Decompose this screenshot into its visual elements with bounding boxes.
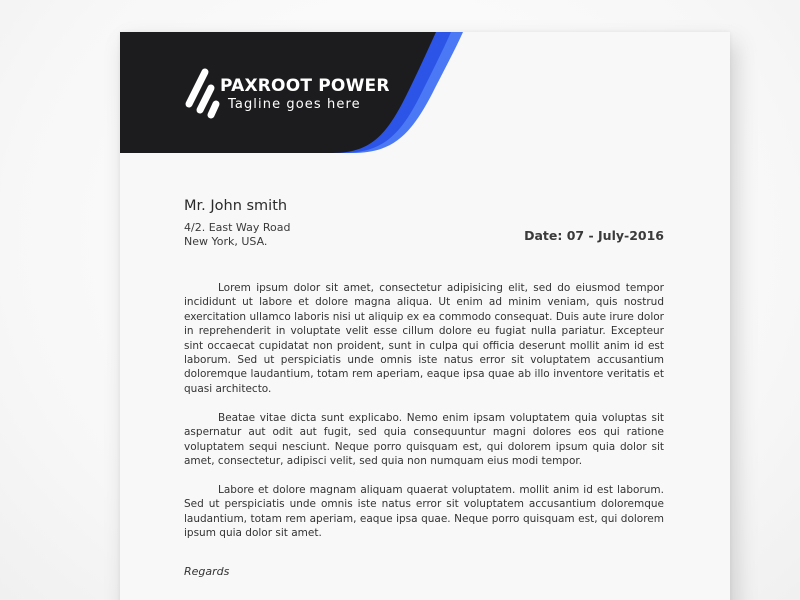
brand-tagline: Tagline goes here <box>228 97 361 112</box>
body-paragraph-1: Lorem ipsum dolor sit amet, consectetur adipisicing elit, sed do eiusmod tempor incididunt ut labore et dolore magna aliqua. Ut enim ad minim veniam, quis nostrud exercitation ullamco laboris nisi ut aliquip ex ea commodo consequat. Duis aute irure dolor in reprehenderit in voluptate velit esse cillum dolore eu fugiat nulla pariatur. Excepteur sint occaecat cupidatat non proident, sunt in culpa qui officia deserunt mollit anim id est laborum. Sed ut perspiciatis unde omnis iste natus error sit voluptatem accusantium doloremque laudantium, totam rem aperiam, eaque ipsa quae ab illo inventore veritatis et quasi architecto. <box>184 282 664 395</box>
recipient-name: Mr. John smith <box>184 198 288 214</box>
recipient-address-line2: New York, USA. <box>184 235 268 248</box>
body-paragraph-3: Labore et dolore magnam aliquam quaerat voluptatem. mollit anim id est laborum. Sed ut perspiciatis unde omnis iste natus error sit voluptatem accusantium doloremque laudantium, totam rem aperiam, eaque ipsa quae. Neque porro quisquam est, qui dolorem ipsum quia dolor sit amet. <box>184 483 664 540</box>
recipient-address-line1: 4/2. East Way Road <box>184 221 291 234</box>
letter-date: Date: 07 - July-2016 <box>524 228 664 243</box>
closing-regards: Regards <box>184 565 230 578</box>
letter-body <box>184 281 664 555</box>
body-paragraph-2: Beatae vitae dicta sunt explicabo. Nemo enim ipsam voluptatem quia voluptas sit aspernatur aut odit aut fugit, sed quia consequuntur magni dolores eos qui ratione voluptatem sequi nesciunt. Neque porro quisquam est, qui dolorem ipsum quia dolor sit amet, consectetur, adipisci velit, sed quia non numquam eius modi tempor. <box>184 411 664 467</box>
three-slanted-bars-logo-icon <box>183 66 223 122</box>
letter-sheet <box>120 32 730 600</box>
brand-name: PAXROOT POWER <box>220 76 390 96</box>
